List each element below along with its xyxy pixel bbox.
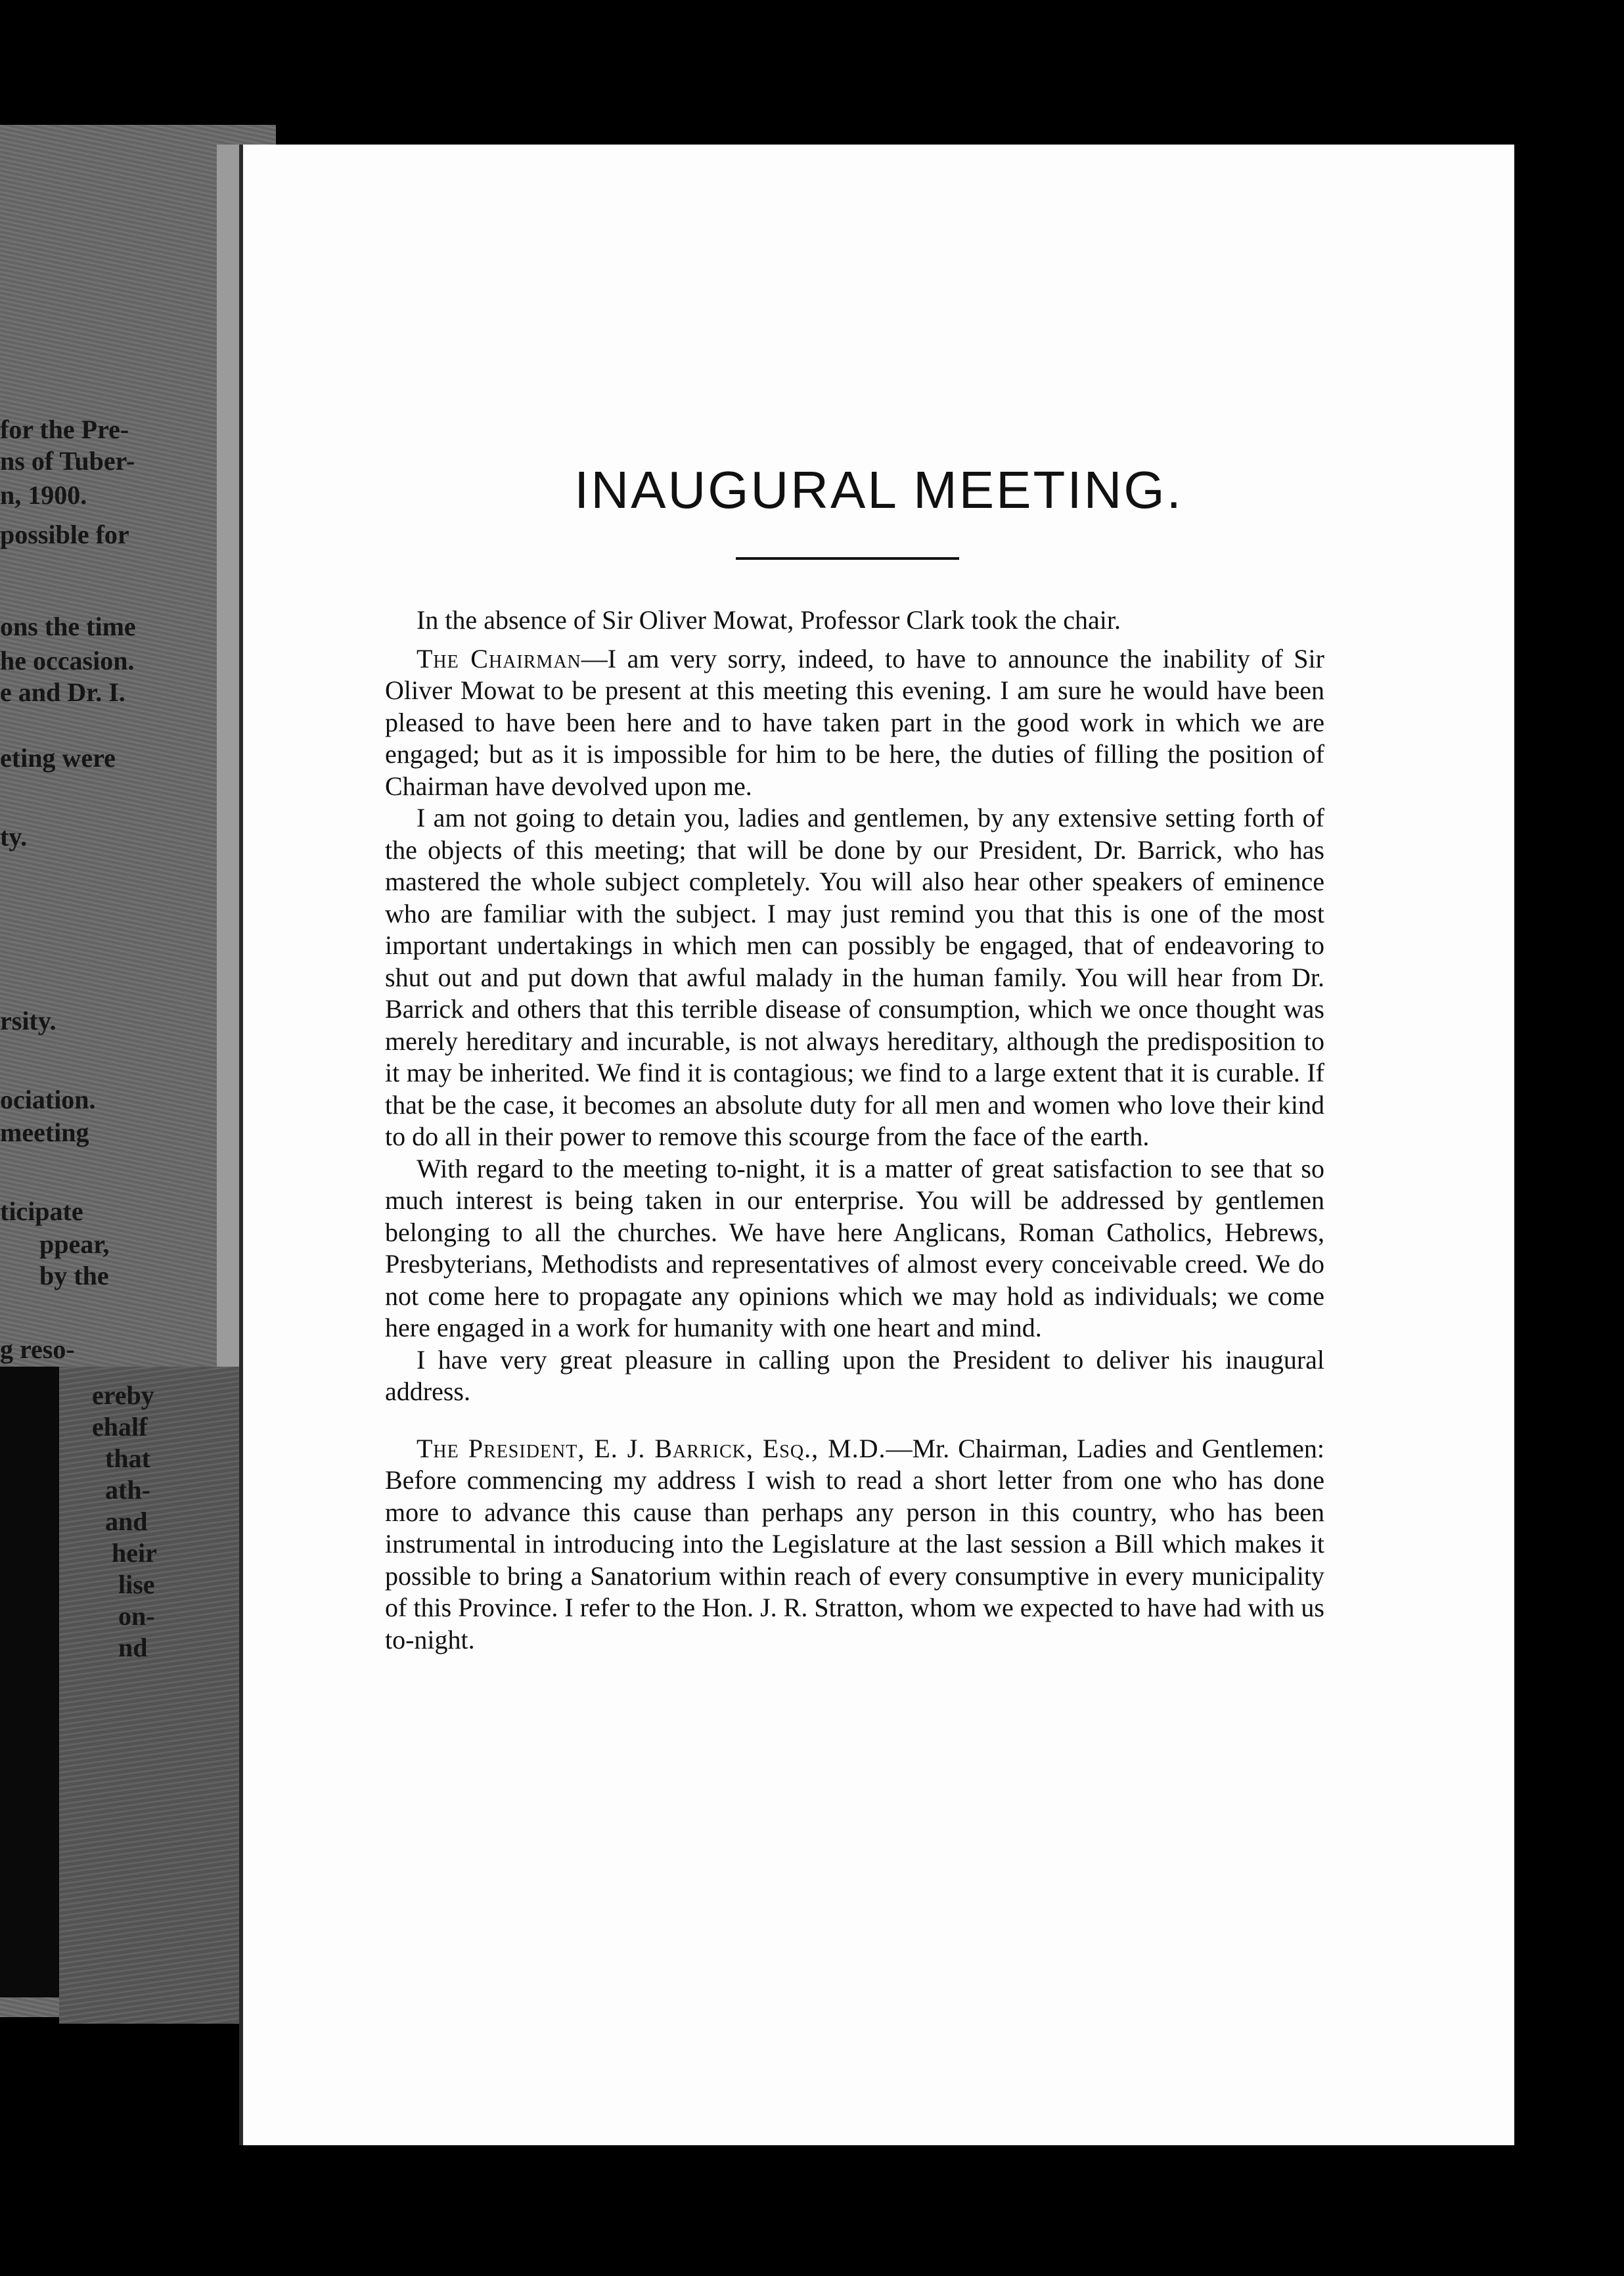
fragment-line: meeting [0, 1118, 89, 1147]
fragment-line: and [105, 1507, 148, 1536]
document-page [243, 145, 1514, 2145]
paragraph-objects: I am not going to detain you, ladies and gentlemen, by any extensive setting forth of the objects of this meeting; that will be done by our President, Dr. Barrick, who has mastered the whole subject completely. You will also hear other speakers of eminence who are familiar with the subject. I may just remind you that this is one of the most important undertakings in which men can possibly be engaged, that of endeavoring to shut out and put down that awful malady in the human family. You will hear from Dr. Barrick and others that this terrible disease of consumption, which we once thought was merely hereditary and incurable, is not always hereditary, although the predisposition to it may be inherited. We find it is contagious; we find to a large extent that it is curable. If that be the case, it becomes an absolute duty for all men and women who love their kind to do all in their power to remove this scourge from the face of the earth. [385, 803, 1324, 1151]
fragment-line: lise [118, 1570, 155, 1599]
paragraph-meeting: With regard to the meeting to-night, it is a matter of great satisfaction to see that so much interest is being taken in our enterprise. You will be addressed by gentlemen belonging to all the churches. We have here Anglicans, Roman Catholics, Hebrews, Presbyterians, Methodists and representatives of almost every conceivable creed. We do not come here to propagate any opinions which we may hold as individuals; we come here engaged in a work for humanity with one heart and mind. [385, 1153, 1324, 1342]
speaker-name: The Chairman [417, 643, 581, 673]
fragment-line: ereby [92, 1380, 154, 1410]
fragment-line: on- [118, 1601, 155, 1631]
fragment-line: ehalf [92, 1412, 148, 1442]
speaker-name: The President, E. J. Barrick, Esq., M.D. [417, 1433, 886, 1463]
fragment-line: g reso- [0, 1334, 75, 1364]
fragment-line: rsity. [0, 1006, 56, 1036]
paragraph-text: —I am very sorry, indeed, to have to announce the inability of Sir Oliver Mowat to be present at this meeting this evening. I am sure he would have been pleased to have been here and to have taken part in the good work in which we are engaged; but as it is impossible for him to be here, the duties of filling the position of Chairman have devolved upon me. [385, 643, 1324, 801]
fragment-line: possible for [0, 520, 129, 549]
fragment-line: nd [118, 1633, 148, 1662]
page-title: INAUGURAL MEETING. [574, 461, 1183, 519]
fragment-line: e and Dr. I. [0, 677, 125, 707]
fragment-line: ath- [105, 1475, 150, 1505]
fragment-line: heir [112, 1538, 157, 1568]
facing-page-text-fragment [0, 414, 210, 1662]
fragment-line: ns of Tuber- [0, 446, 135, 476]
fragment-line: ty. [0, 822, 28, 852]
paragraph-chairman [385, 643, 1324, 803]
fragment-line: ociation. [0, 1085, 96, 1114]
fragment-line: ticipate [0, 1196, 83, 1226]
fragment-line: he occasion. [0, 646, 135, 675]
fragment-line: eting were [0, 743, 116, 773]
fragment-line: for the Pre- [0, 415, 129, 444]
paragraph-pleasure: I have very great pleasure in calling upon the President to deliver his inaugural address. [385, 1344, 1324, 1406]
fragment-line: that [105, 1444, 150, 1473]
paragraph-intro: In the absence of Sir Oliver Mowat, Professor Clark took the chair. [417, 605, 1121, 635]
fragment-line: n, 1900. [0, 480, 87, 510]
fragment-line: ons the time [0, 612, 136, 641]
document-body [385, 604, 1324, 1656]
paragraph-text: —Mr. Chairman, Ladies and Gentlemen: Before commencing my address I wish to read a short letter from one who has done more to advance this cause than perhaps any person in this country, who has been instrumental in introducing into the Legislature at the last session a Bill which makes it possible to bring a Sanatorium within reach of every consumptive in every municipality of this Province. I refer to the Hon. J. R. Stratton, whom we expected to have had with us to-night. [385, 1433, 1325, 1654]
paragraph-president [385, 1433, 1324, 1656]
fragment-line: ppear, [39, 1229, 110, 1259]
fragment-line: by the [39, 1261, 109, 1290]
title-divider [736, 557, 959, 560]
